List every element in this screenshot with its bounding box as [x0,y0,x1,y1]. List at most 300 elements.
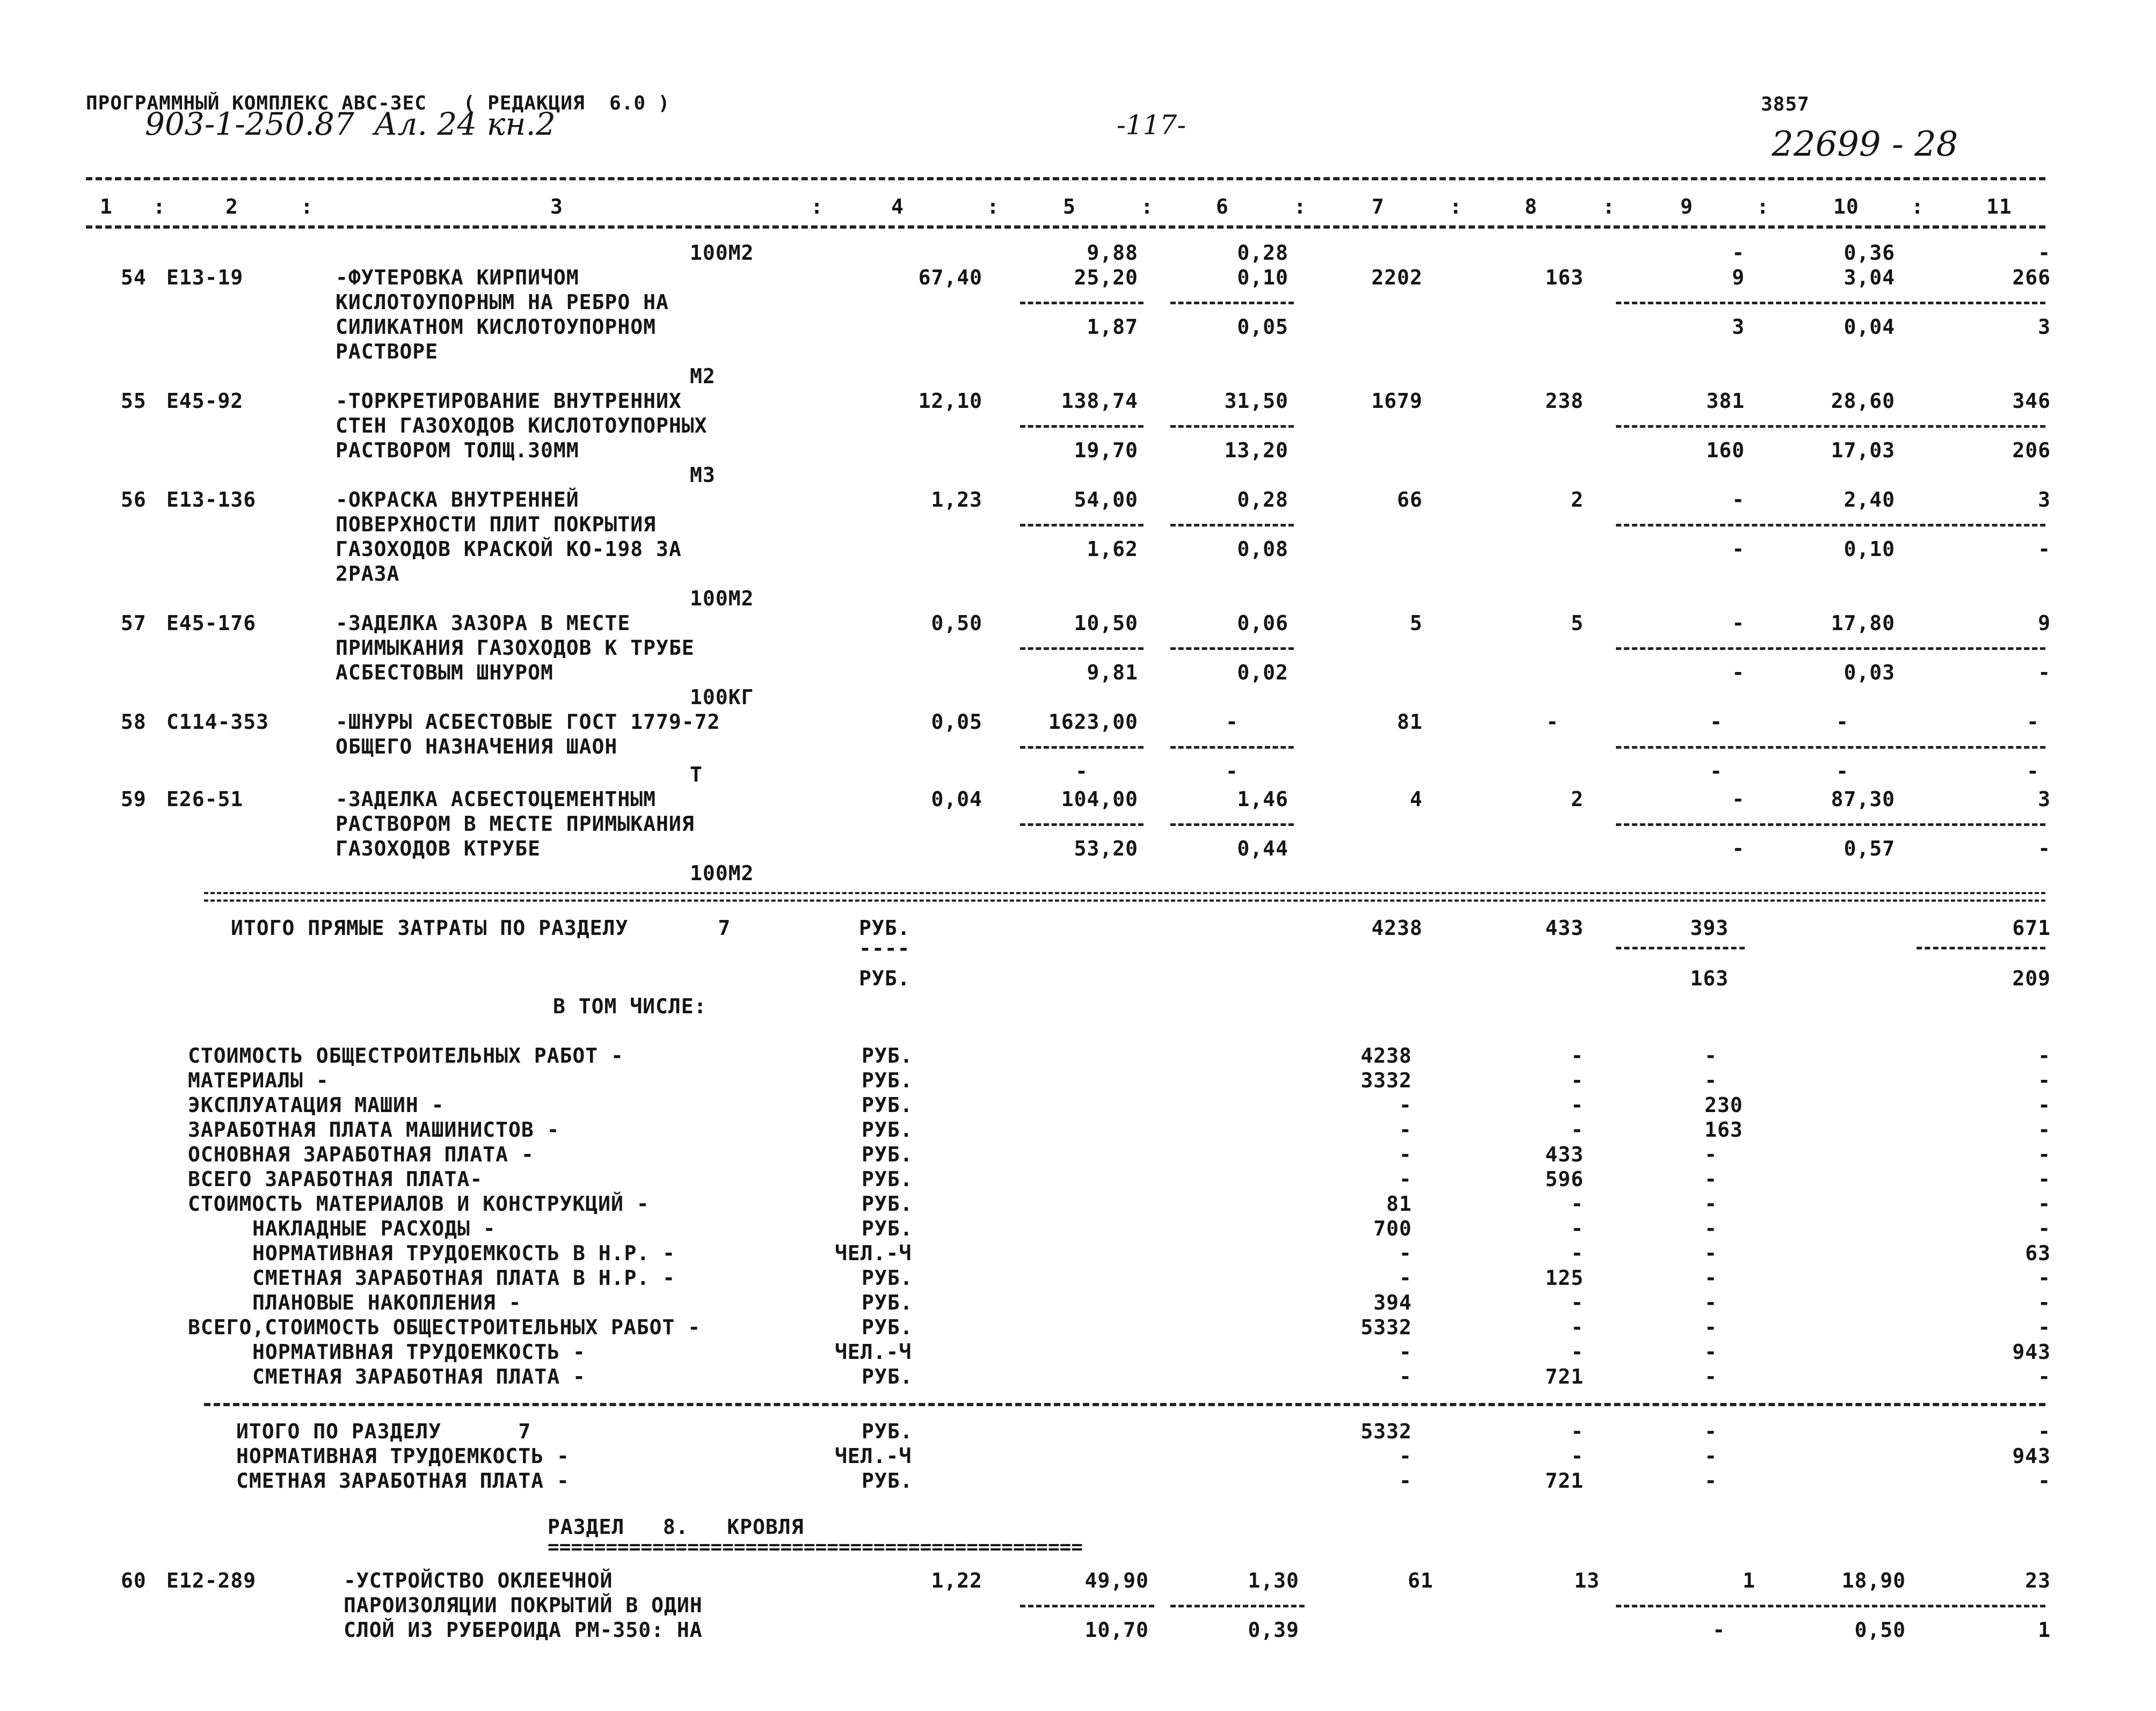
summary-col8: - [1571,1069,1584,1092]
summary-label: НАКЛАДНЫЕ РАСХОДЫ - [252,1217,496,1240]
total-col11: - [2038,837,2051,860]
unit-label: 100М2 [690,587,754,610]
section-total-label: СМЕТНАЯ ЗАРАБОТНАЯ ПЛАТА - [236,1469,570,1493]
unit-cost: 10,70 [1084,1618,1149,1642]
summary-col11: - [2038,1118,2051,1142]
unit-cost: 19,70 [1074,438,1138,462]
item-description-line: -ЗАДЕЛКА АСБЕСТОЦЕМЕНТНЫМ [336,787,656,811]
total-col10: 17,03 [1831,438,1895,462]
summary-col8: 596 [1545,1167,1584,1191]
total-col9: - [1713,1618,1725,1642]
summary-col7: - [1399,1093,1412,1117]
item-code: Е45-92 [166,389,244,413]
total-col9: 393 [1690,916,1729,940]
total-col8: 433 [1545,916,1584,940]
summary-col11: - [2038,1315,2051,1339]
unit-cost-col6: - [1226,759,1239,783]
item-description-line: ГАЗОХОДОВ КТРУБЕ [336,837,541,860]
summary-col7: - [1399,1340,1412,1364]
summary-col9: - [1705,1266,1717,1290]
unit-label: 100М2 [690,861,754,885]
quantity: 67,40 [918,266,982,289]
total-col8: - [1546,710,1559,734]
total-col10: - [1836,710,1849,734]
summary-col8: - [1571,1340,1584,1364]
divider [1020,425,1143,428]
col-separator: : [1911,195,1924,218]
total-col7: 1679 [1371,389,1423,413]
item-description-line: СИЛИКАТНОМ КИСЛОТОУПОРНОМ [336,315,656,339]
summary-label: СМЕТНАЯ ЗАРАБОТНАЯ ПЛАТА - [252,1365,586,1388]
total-col10: 0,50 [1854,1618,1906,1642]
total-col9: 9 [1732,266,1745,289]
total-col7: 4238 [1371,916,1423,940]
summary-col9: - [1705,1291,1717,1314]
unit-cost: 53,20 [1074,837,1138,860]
total-col11: - [2027,710,2040,734]
item-description-line: -ЗАДЕЛКА ЗАЗОРА В МЕСТЕ [336,611,631,635]
unit-cost: 104,00 [1061,787,1138,811]
col-separator: : [811,195,824,218]
summary-col9: - [1705,1069,1717,1092]
summary-unit: РУБ. [862,1266,913,1290]
summary-col8: - [1571,1044,1584,1067]
total-col10: 28,60 [1831,389,1895,413]
summary-label: СТОИМОСТЬ ОБЩЕСТРОИТЕЛЬНЫХ РАБОТ - [188,1044,624,1067]
summary-col8: - [1571,1241,1584,1265]
col-header: 2 [225,195,238,218]
unit-dash: ---- [859,937,911,960]
total-col10: 0,04 [1844,315,1895,339]
item-description-line: 2РАЗА [336,562,400,586]
total-col11: 346 [2012,389,2051,413]
summary-col7: - [1399,1365,1412,1388]
col-header: 4 [891,195,904,218]
total-col10: 87,30 [1831,787,1895,811]
divider [1616,823,2045,826]
summary-label: ЗАРАБОТНАЯ ПЛАТА МАШИНИСТОВ - [188,1118,560,1142]
summary-unit: РУБ. [862,1217,913,1240]
total-col11: - [2038,661,2051,684]
item-description-line: ПРИМЫКАНИЯ ГАЗОХОДОВ К ТРУБЕ [336,636,695,660]
total-col10: 17,80 [1831,611,1895,635]
item-description-line: РАСТВОРОМ В МЕСТЕ ПРИМЫКАНИЯ [336,812,695,836]
item-code: С114-353 [166,710,270,734]
unit-label: М3 [690,463,716,487]
total-col8: 13 [1574,1569,1600,1592]
total-col9: - [1710,759,1723,783]
divider [1616,425,2045,428]
col-separator: : [1294,195,1307,218]
summary-unit: РУБ. [862,1069,913,1092]
summary-unit: РУБ. [862,1192,913,1216]
summary-col8: - [1571,1093,1584,1117]
summary-col7: - [1399,1118,1412,1142]
col-separator: : [1757,195,1769,218]
summary-col9: - [1705,1315,1717,1339]
total-col9: - [1732,787,1745,811]
summary-unit: ЧЕЛ.-Ч [835,1340,912,1364]
summary-col9: - [1705,1340,1717,1364]
divider [1170,425,1294,428]
section-total-col8: - [1571,1444,1584,1468]
divider [1170,524,1294,527]
section-total-unit: РУБ. [862,1469,913,1493]
summary-col7: - [1399,1167,1412,1191]
unit-cost-col6: 0,05 [1237,315,1288,339]
summary-col8: 721 [1545,1365,1584,1388]
total-col8: 2 [1571,488,1584,511]
summary-col7: - [1399,1143,1412,1166]
summary-col11: - [2038,1069,2051,1092]
quantity: 12,10 [918,389,982,413]
summary-col7: 3332 [1360,1069,1412,1092]
divider [1616,746,2045,749]
summary-col11: - [2038,1192,2051,1216]
item-description-line: -ТОРКРЕТИРОВАНИЕ ВНУТРЕННИХ [336,389,682,413]
item-number: 55 [121,389,147,413]
summary-col7: 81 [1386,1192,1412,1216]
item-code: Е45-176 [166,611,257,635]
total-col10: 18,90 [1841,1569,1906,1592]
page-number: -117- [1117,109,1186,141]
section-total-label: ИТОГО ПО РАЗДЕЛУ 7 [236,1420,531,1443]
summary-col11: - [2038,1167,2051,1191]
summary-col11: - [2038,1217,2051,1240]
summary-label: СТОИМОСТЬ МАТЕРИАЛОВ И КОНСТРУКЦИЙ - [188,1192,650,1216]
totals-label: ИТОГО ПРЯМЫЕ ЗАТРАТЫ ПО РАЗДЕЛУ 7 [231,916,731,940]
section-total-label: НОРМАТИВНАЯ ТРУДОЕМКОСТЬ - [236,1444,570,1468]
summary-col7: - [1399,1266,1412,1290]
total-col11: 266 [2012,266,2051,289]
summary-unit: РУБ. [862,1167,913,1191]
total-col11: 3 [2038,488,2051,511]
total-col11: 3 [2038,787,2051,811]
summary-label: СМЕТНАЯ ЗАРАБОТНАЯ ПЛАТА В Н.Р. - [252,1266,675,1290]
total-col10: 0,03 [1844,661,1895,684]
summary-unit: РУБ. [862,1365,913,1388]
unit-cost: 1623,00 [1048,710,1138,734]
col-header: 1 [100,195,113,218]
total-col11: 3 [2038,315,2051,339]
unit-cost: 9,88 [1087,241,1138,265]
total-col10: 0,57 [1844,837,1895,860]
unit-cost-col6: 0,06 [1237,611,1288,635]
divider [1170,647,1294,650]
unit-cost: - [1075,759,1088,783]
divider [1020,524,1143,527]
item-code: Е13-136 [166,488,257,511]
total-col9: 3 [1732,315,1745,339]
summary-col11: 943 [2012,1340,2051,1364]
quantity: 0,05 [931,710,982,734]
section-total-col11: - [2038,1420,2051,1443]
unit-label: Т [690,763,703,786]
summary-label: ВСЕГО,СТОИМОСТЬ ОБЩЕСТРОИТЕЛЬНЫХ РАБОТ - [188,1315,701,1339]
total-col9: - [1732,537,1745,561]
summary-label: НОРМАТИВНАЯ ТРУДОЕМКОСТЬ В Н.Р. - [252,1241,675,1265]
divider [1616,947,1745,949]
divider [1917,947,2045,949]
section-total-col7: 5332 [1360,1420,1412,1443]
summary-col9: 163 [1705,1118,1743,1142]
total-col7: 66 [1397,488,1423,511]
section-total-col11: - [2038,1469,2051,1493]
item-code: Е12-289 [166,1569,257,1592]
summary-label: ОСНОВНАЯ ЗАРАБОТНАЯ ПЛАТА - [188,1143,534,1166]
summary-col9: 230 [1705,1093,1743,1117]
unit-cost: 54,00 [1074,488,1138,511]
unit-cost-col6: 0,28 [1237,241,1288,265]
unit-label: 100КГ [690,685,754,709]
divider [1020,647,1143,650]
total-col7: 81 [1397,710,1423,734]
divider [1020,746,1143,749]
section-total-col9: - [1705,1469,1717,1493]
including-heading: В ТОМ ЧИСЛЕ: [553,995,707,1018]
summary-col8: - [1571,1291,1584,1314]
unit-cost-col6: 1,46 [1237,787,1288,811]
total-col11: 206 [2012,438,2051,462]
item-description-line: СТЕН ГАЗОХОДОВ КИСЛОТОУПОРНЫХ [336,414,708,437]
summary-label: ВСЕГО ЗАРАБОТНАЯ ПЛАТА- [188,1167,483,1191]
total-col11: 209 [2012,967,2051,990]
total-col11: - [2038,241,2051,265]
divider [1616,524,2045,527]
item-code: Е26-51 [166,787,244,811]
total-col10: 0,10 [1844,537,1895,561]
program-title: ПРОГРАММНЫЙ КОМПЛЕКС АВС-3ЕС ( РЕДАКЦИЯ 6.0 ) [86,92,671,114]
summary-col9: - [1705,1241,1717,1265]
divider [1616,647,2045,650]
item-number: 59 [121,787,147,811]
summary-col8: - [1571,1118,1584,1142]
section-total-col7: - [1399,1469,1412,1493]
section-total-col9: - [1705,1444,1717,1468]
item-number: 58 [121,710,147,734]
summary-col9: - [1705,1365,1717,1388]
summary-col11: - [2038,1044,2051,1067]
divider [1170,302,1294,304]
section-total-col8: 721 [1545,1469,1584,1493]
unit-cost: 25,20 [1074,266,1138,289]
unit-cost-col6: 31,50 [1224,389,1288,413]
quantity: 1,22 [931,1569,982,1592]
summary-label: МАТЕРИАЛЫ - [188,1069,329,1092]
total-col10: 2,40 [1844,488,1895,511]
summary-unit: РУБ. [862,1143,913,1166]
total-col9: - [1732,611,1745,635]
total-col7: 5 [1410,611,1423,635]
unit-cost: 138,74 [1061,389,1138,413]
total-col8: 2 [1571,787,1584,811]
col-separator: : [987,195,1000,218]
total-col7: 4 [1410,787,1423,811]
divider [1616,1605,2045,1607]
total-col11: 23 [2025,1569,2051,1592]
item-description-line: -ОКРАСКА ВНУТРЕННЕЙ [336,488,579,511]
divider [1170,1605,1305,1607]
unit-cost: 49,90 [1084,1569,1149,1592]
col-separator: : [1450,195,1462,218]
item-description-line: ОБЩЕГО НАЗНАЧЕНИЯ ШАОН [336,735,618,758]
summary-col7: 4238 [1360,1044,1412,1067]
summary-col8: - [1571,1315,1584,1339]
col-header: 9 [1680,195,1693,218]
unit-cost: 9,81 [1087,661,1138,684]
unit-label: М2 [690,364,716,388]
col-separator: : [1603,195,1615,218]
item-number: 57 [121,611,147,635]
total-col8: 5 [1571,611,1584,635]
divider [1020,302,1143,304]
unit-cost-col6: 0,08 [1237,537,1288,561]
summary-rule [204,1403,2045,1406]
summary-col11: - [2038,1365,2051,1388]
total-col9: - [1732,837,1745,860]
item-description-line: РАСТВОРЕ [336,340,439,363]
header-rule [86,177,2045,180]
total-col9: - [1710,710,1723,734]
unit-cost-col6: 0,02 [1237,661,1288,684]
item-description-line: -УСТРОЙСТВО ОКЛЕЕЧНОЙ [344,1569,613,1592]
total-col7: 61 [1408,1569,1433,1592]
total-col10: 3,04 [1844,266,1895,289]
item-number: 54 [121,266,147,289]
total-col11: 9 [2038,611,2051,635]
unit-cost-col6: 0,44 [1237,837,1288,860]
total-col11: - [2027,759,2040,783]
item-description-line: ГАЗОХОДОВ КРАСКОЙ КО-198 ЗА [336,537,682,561]
summary-col11: - [2038,1093,2051,1117]
divider [1020,1605,1154,1607]
divider [1616,302,2045,304]
total-col8: 163 [1545,266,1584,289]
summary-col9: - [1705,1192,1717,1216]
handwritten-sheet-code: 22699 - 28 [1772,125,1958,164]
unit-cost-col6: 13,20 [1224,438,1288,462]
summary-col8: 125 [1545,1266,1584,1290]
item-description-line: ПАРОИЗОЛЯЦИИ ПОКРЫТИЙ В ОДИН [344,1593,703,1617]
summary-unit: ЧЕЛ.-Ч [835,1241,912,1265]
item-description-line: -ШНУРЫ АСБЕСТОВЫЕ ГОСТ 1779-72 [336,710,720,734]
summary-col9: - [1705,1044,1717,1067]
unit-cost: 1,87 [1087,315,1138,339]
summary-col11: 63 [2025,1241,2051,1265]
col-header: 8 [1525,195,1538,218]
item-description-line: -ФУТЕРОВКА КИРПИЧОМ [336,266,579,289]
unit-cost-col6: 0,10 [1237,266,1288,289]
summary-col7: - [1399,1241,1412,1265]
summary-col7: 394 [1373,1291,1412,1314]
total-col9: - [1732,661,1745,684]
summary-unit: РУБ. [862,1291,913,1314]
summary-col8: 433 [1545,1143,1584,1166]
total-col9: 1 [1743,1569,1756,1592]
total-col10: 0,36 [1844,241,1895,265]
total-col9: 381 [1706,389,1745,413]
total-col11: - [2038,537,2051,561]
summary-col7: 700 [1373,1217,1412,1240]
totals-rule [204,892,2045,902]
item-description-line: РАСТВОРОМ ТОЛЩ.30ММ [336,438,579,462]
unit-label: 100М2 [690,241,754,265]
divider [1170,746,1294,749]
unit-label: РУБ. [859,916,911,940]
total-col7: 2202 [1371,266,1423,289]
item-code: Е13-19 [166,266,244,289]
quantity: 1,23 [931,488,982,511]
summary-unit: РУБ. [862,1315,913,1339]
item-description-line: КИСЛОТОУПОРНЫМ НА РЕБРО НА [336,290,669,314]
section-total-unit: РУБ. [862,1420,913,1443]
total-col9: - [1732,488,1745,511]
total-col11: 671 [2012,916,2051,940]
section-underline: ============================================== [548,1536,1083,1558]
divider [1020,823,1143,826]
item-description-line: ПОВЕРХНОСТИ ПЛИТ ПОКРЫТИЯ [336,513,656,536]
page-code: 3857 [1761,93,1810,115]
item-description-line: АСБЕСТОВЫМ ШНУРОМ [336,661,553,684]
summary-label: ЭКСПЛУАТАЦИЯ МАШИН - [188,1093,445,1117]
summary-label: НОРМАТИВНАЯ ТРУДОЕМКОСТЬ - [252,1340,586,1364]
col-header: 7 [1372,195,1385,218]
unit-cost-col6: 0,28 [1237,488,1288,511]
col-header: 3 [550,195,563,218]
total-col8: 238 [1545,389,1584,413]
col-header: 10 [1833,195,1859,218]
col-header: 11 [1986,195,2012,218]
section-total-col8: - [1571,1420,1584,1443]
quantity: 0,50 [931,611,982,635]
header-rule-bottom [86,225,2045,229]
summary-col11: - [2038,1266,2051,1290]
col-separator: : [153,195,166,218]
summary-col9: - [1705,1167,1717,1191]
summary-col7: 5332 [1360,1315,1412,1339]
total-col9: - [1732,241,1745,265]
summary-col8: - [1571,1192,1584,1216]
item-number: 56 [121,488,147,511]
total-col9: 163 [1690,967,1729,990]
section-total-col11: 943 [2012,1444,2051,1468]
item-description-line: СЛОЙ ИЗ РУБЕРОИДА РМ-350: НА [344,1618,703,1642]
col-header: 6 [1216,195,1229,218]
summary-col11: - [2038,1291,2051,1314]
item-number: 60 [121,1569,147,1592]
section-total-unit: ЧЕЛ.-Ч [835,1444,912,1468]
summary-unit: РУБ. [862,1093,913,1117]
section-total-col7: - [1399,1444,1412,1468]
total-col10: - [1836,759,1849,783]
summary-label: ПЛАНОВЫЕ НАКОПЛЕНИЯ - [252,1291,522,1314]
summary-col11: - [2038,1143,2051,1166]
unit-label: РУБ. [859,967,911,990]
unit-cost: 1,62 [1087,537,1138,561]
section-total-col9: - [1705,1420,1717,1443]
divider [1170,823,1294,826]
unit-cost-col6: 0,39 [1248,1618,1299,1642]
col-header: 5 [1063,195,1076,218]
unit-cost-col6: 1,30 [1248,1569,1299,1592]
summary-col8: - [1571,1217,1584,1240]
unit-cost-col6: - [1226,710,1239,734]
summary-unit: РУБ. [862,1044,913,1067]
summary-unit: РУБ. [862,1118,913,1142]
unit-cost: 10,50 [1074,611,1138,635]
total-col9: 160 [1706,438,1745,462]
section-heading: РАЗДЕЛ 8. КРОВЛЯ [548,1515,804,1539]
